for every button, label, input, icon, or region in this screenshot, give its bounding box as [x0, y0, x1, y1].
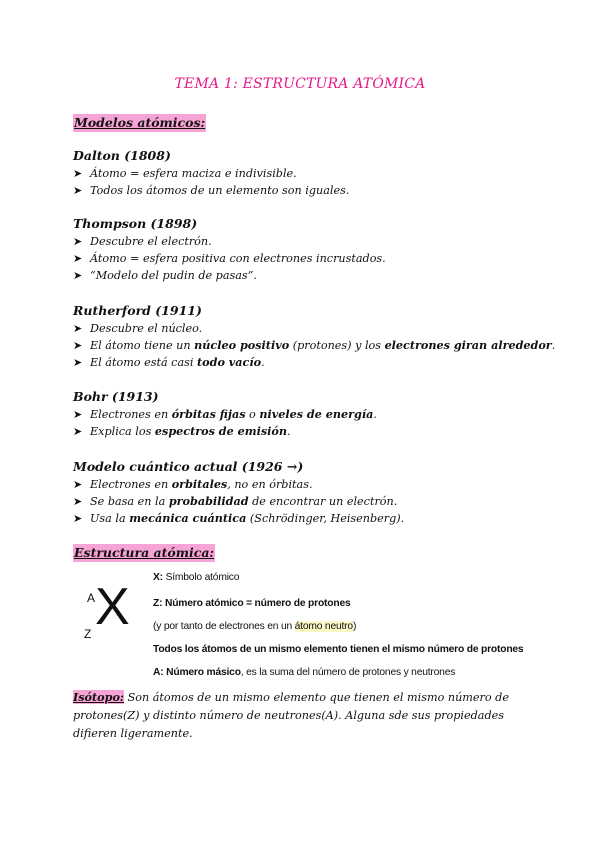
neutral-post: ) [352, 621, 357, 632]
neutral-pre: (y por tanto de electrones en un [153, 621, 295, 632]
bullet-text: El átomo tiene un [90, 339, 195, 352]
bullet-item [73, 510, 543, 527]
bullet-text: Descubre el electrón. [90, 235, 212, 248]
bullet-item [73, 267, 543, 284]
bullet-text: Átomo = esfera maciza e indivisible. [90, 167, 297, 180]
bullet-text: Explica los [90, 425, 155, 438]
model-dalton [73, 147, 543, 199]
bullet-text: o [245, 408, 260, 421]
symbol-x-line [153, 572, 239, 583]
bullet-text: . [286, 425, 291, 438]
neutral-highlight: átomo neutro [294, 621, 353, 632]
a-label: A: Número másico [153, 667, 241, 678]
bold-term: electrones giran alrededor [384, 338, 552, 352]
neutral-atom-line [153, 621, 356, 632]
isotope-paragraph [73, 688, 543, 743]
bullet-item [73, 354, 543, 371]
arrow-bullet-icon: ➤ [73, 495, 83, 508]
bullet-text: El átomo está casi [90, 356, 197, 369]
bullet-text: (Schrödinger, Heisenberg). [246, 512, 405, 525]
x-label: X: [153, 572, 163, 583]
bullet-text: Descubre el núcleo. [90, 322, 203, 335]
mass-number-symbol: A [87, 591, 96, 605]
model-rutherford [73, 302, 556, 371]
arrow-bullet-icon: ➤ [73, 235, 83, 248]
section-heading-structure: Estructura atómica: [74, 545, 215, 560]
page-title: TEMA 1: ESTRUCTURA ATÓMICA [174, 76, 426, 92]
atomic-number-symbol: Z [84, 627, 92, 641]
model-quantum [73, 458, 543, 527]
arrow-bullet-icon: ➤ [73, 252, 83, 265]
arrow-bullet-icon: ➤ [73, 339, 83, 352]
bold-term: probabilidad [168, 494, 249, 508]
arrow-bullet-icon: ➤ [73, 269, 83, 282]
bullet-text: “Modelo del pudin de pasas”. [90, 269, 257, 282]
bullet-item [73, 493, 543, 510]
arrow-bullet-icon: ➤ [73, 512, 83, 525]
bullet-item [73, 182, 543, 199]
same-element-line: Todos los átomos de un mismo elemento tienen el mismo número de protones [153, 644, 524, 655]
atomic-number-line: Z: Número atómico = número de protones [153, 598, 351, 609]
element-symbol: X [95, 578, 130, 636]
bullet-item [73, 165, 543, 182]
bold-term: órbitas fijas [171, 407, 246, 421]
mass-number-line [153, 667, 455, 678]
model-title: Modelo cuántico actual (1926 →) [73, 459, 304, 474]
arrow-bullet-icon: ➤ [73, 356, 83, 369]
bullet-item [73, 233, 543, 250]
section-heading-models: Modelos atómicos: [74, 115, 206, 130]
model-title: Dalton (1808) [73, 148, 171, 163]
bold-term: núcleo positivo [194, 338, 290, 352]
arrow-bullet-icon: ➤ [73, 408, 83, 421]
bold-term: niveles de energía [259, 407, 374, 421]
model-title: Thompson (1898) [73, 216, 198, 231]
bullet-text: , no en órbitas. [227, 478, 313, 491]
a-text: , es la suma del número de protones y neutrones [240, 667, 456, 678]
bullet-text: . [261, 356, 265, 369]
bullet-text: (protones) y los [289, 339, 385, 352]
bullet-item [73, 250, 543, 267]
bullet-text: . [373, 408, 377, 421]
bullet-text: Electrones en [90, 408, 172, 421]
bullet-text: . [551, 339, 556, 352]
bold-term: todo vacío [197, 355, 262, 369]
arrow-bullet-icon: ➤ [73, 184, 83, 197]
arrow-bullet-icon: ➤ [73, 425, 83, 438]
arrow-bullet-icon: ➤ [73, 478, 83, 491]
model-title: Rutherford (1911) [73, 303, 202, 318]
model-thompson [73, 215, 543, 284]
bullet-text: Se basa en la [90, 495, 169, 508]
bullet-text: Todos los átomos de un elemento son iguales. [90, 184, 350, 197]
bold-term: orbitales [171, 477, 228, 491]
bullet-item [73, 476, 543, 493]
bullet-item [73, 320, 543, 337]
isotope-label: Isótopo: [73, 690, 125, 704]
bullet-text: Usa la [90, 512, 130, 525]
model-bohr [73, 388, 543, 440]
bullet-text: de encontrar un electrón. [248, 495, 398, 508]
x-text: Símbolo atómico [162, 572, 240, 583]
model-title: Bohr (1913) [73, 389, 159, 404]
arrow-bullet-icon: ➤ [73, 167, 83, 180]
bullet-item [73, 337, 556, 354]
bullet-text: Átomo = esfera positiva con electrones incrustados. [90, 252, 386, 265]
isotope-text: Son átomos de un mismo elemento que tienen el mismo número de protones(Z) y distinto número de neutrones(A). Alguna sde sus propiedades difieren ligeramente. [73, 691, 509, 740]
bullet-text: Electrones en [90, 478, 172, 491]
arrow-bullet-icon: ➤ [73, 322, 83, 335]
bullet-item [73, 423, 543, 440]
bold-term: mecánica cuántica [129, 511, 247, 525]
bullet-item [73, 406, 543, 423]
bold-term: espectros de emisión [154, 424, 287, 438]
